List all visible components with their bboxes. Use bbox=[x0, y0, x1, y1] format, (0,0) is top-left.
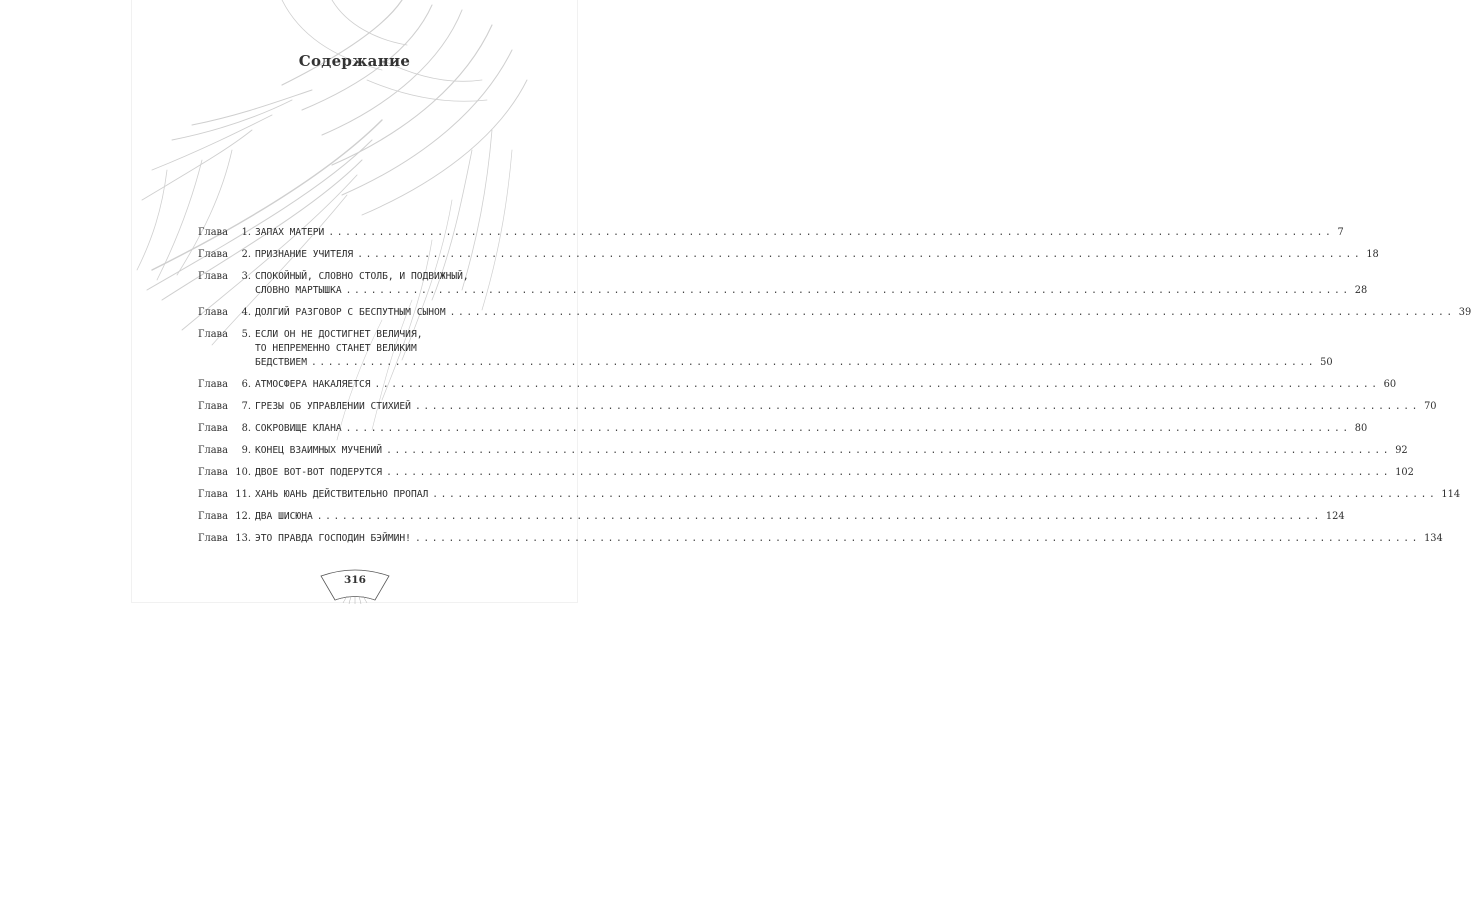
chapter-title-lastline bbox=[255, 422, 1368, 436]
toc-entry[interactable] bbox=[198, 422, 1368, 436]
chapter-number: 13. bbox=[235, 533, 251, 544]
page-number-ornament bbox=[317, 566, 393, 606]
chapter-number: 3. bbox=[241, 271, 251, 282]
chapter-title-line: БЕДСТВИЕМ bbox=[255, 357, 307, 368]
chapter-title-lastline bbox=[255, 226, 1344, 240]
chapter-label: Глава bbox=[198, 307, 228, 318]
leader-dots: ........................................................................................................................ bbox=[328, 227, 1334, 238]
chapter-title-line: ДОЛГИЙ РАЗГОВОР С БЕСПУТНЫМ СЫНОМ bbox=[255, 307, 446, 318]
leader-dots: ........................................................................................................................ bbox=[316, 511, 1322, 522]
chapter-title-lastline bbox=[255, 400, 1437, 414]
chapter-title-lastline bbox=[255, 532, 1443, 546]
chapter-page-number: 124 bbox=[1325, 511, 1345, 522]
chapter-label: Глава bbox=[198, 379, 228, 390]
chapter-page-number: 114 bbox=[1441, 489, 1461, 500]
chapter-title bbox=[255, 422, 1368, 436]
chapter-label: Глава bbox=[198, 249, 228, 260]
chapter-title-line: ХАНЬ ЮАНЬ ДЕЙСТВИТЕЛЬНО ПРОПАЛ bbox=[255, 489, 429, 500]
chapter-title bbox=[255, 248, 1379, 262]
toc-entry[interactable] bbox=[198, 488, 1461, 502]
leader-dots: ........................................................................................................................ bbox=[310, 357, 1317, 368]
chapter-title-line: ЭТО ПРАВДА ГОСПОДИН БЭЙМИН! bbox=[255, 533, 411, 544]
chapter-label: Глава bbox=[198, 511, 228, 522]
chapter-page-number: 39 bbox=[1458, 307, 1471, 318]
leader-dots: ........................................................................................................................ bbox=[386, 445, 1392, 456]
chapter-page-number: 92 bbox=[1395, 445, 1408, 456]
chapter-page-number: 7 bbox=[1337, 227, 1344, 238]
chapter-title bbox=[255, 270, 1368, 298]
chapter-page-number: 60 bbox=[1383, 379, 1397, 390]
chapter-number: 10. bbox=[235, 467, 251, 478]
leader-dots: ........................................................................................................................ bbox=[449, 307, 1455, 318]
chapter-label: Глава bbox=[198, 423, 228, 434]
chapter-label: Глава bbox=[198, 445, 228, 456]
chapter-title bbox=[255, 328, 1333, 370]
chapter-number: 5. bbox=[241, 329, 251, 340]
chapter-label: Глава bbox=[198, 271, 228, 282]
chapter-title-lastline bbox=[255, 378, 1397, 392]
chapter-title-line: СОКРОВИЩЕ КЛАНА bbox=[255, 423, 342, 434]
chapter-title-line: ЕСЛИ ОН НЕ ДОСТИГНЕТ ВЕЛИЧИЯ, bbox=[255, 329, 423, 340]
chapter-title-line: ТО НЕПРЕМЕННО СТАНЕТ ВЕЛИКИМ bbox=[255, 343, 417, 354]
chapter-title-line: ЗАПАХ МАТЕРИ bbox=[255, 227, 325, 238]
toc-entry[interactable] bbox=[198, 226, 1344, 240]
chapter-title-line: ГРЕЗЫ ОБ УПРАВЛЕНИИ СТИХИЕЙ bbox=[255, 401, 411, 412]
chapter-title bbox=[255, 532, 1443, 546]
chapter-title-lastline bbox=[255, 444, 1408, 458]
leader-dots: ........................................................................................................................ bbox=[432, 489, 1438, 500]
chapter-number: 7. bbox=[241, 401, 251, 412]
chapter-title-line: КОНЕЦ ВЗАИМНЫХ МУЧЕНИЙ bbox=[255, 445, 383, 456]
chapter-title-line: ДВОЕ ВОТ-ВОТ ПОДЕРУТСЯ bbox=[255, 467, 383, 478]
page-number: 316 bbox=[344, 574, 366, 586]
toc-entry[interactable] bbox=[198, 270, 1368, 298]
chapter-page-number: 70 bbox=[1424, 401, 1437, 412]
chapter-title-line: СПОКОЙНЫЙ, СЛОВНО СТОЛБ, И ПОДВИЖНЫЙ, bbox=[255, 271, 469, 282]
leader-dots: ........................................................................................................................ bbox=[414, 401, 1421, 412]
chapter-label: Глава bbox=[198, 329, 228, 340]
chapter-page-number: 134 bbox=[1424, 533, 1443, 544]
chapter-title bbox=[255, 444, 1408, 458]
chapter-page-number: 50 bbox=[1320, 357, 1333, 368]
chapter-title bbox=[255, 226, 1344, 240]
toc-entry[interactable] bbox=[198, 306, 1471, 320]
chapter-title bbox=[255, 466, 1414, 480]
chapter-title bbox=[255, 306, 1471, 320]
chapter-title bbox=[255, 510, 1345, 524]
toc-entry[interactable] bbox=[198, 378, 1397, 392]
chapter-label: Глава bbox=[198, 489, 228, 500]
leader-dots: ........................................................................................................................ bbox=[414, 533, 1421, 544]
chapter-title-lastline bbox=[255, 510, 1345, 524]
chapter-number: 2. bbox=[241, 249, 251, 260]
chapter-title-line: ПРИЗНАНИЕ УЧИТЕЛЯ bbox=[255, 249, 354, 260]
chapter-page-number: 28 bbox=[1354, 285, 1368, 296]
leader-dots: ........................................................................................................................ bbox=[345, 285, 1351, 296]
chapter-label: Глава bbox=[198, 401, 228, 412]
toc-entry[interactable] bbox=[198, 400, 1437, 414]
toc-entry[interactable] bbox=[198, 328, 1333, 370]
toc-entry[interactable] bbox=[198, 444, 1408, 458]
chapter-number: 8. bbox=[241, 423, 251, 434]
chapter-title-lastline bbox=[255, 306, 1471, 320]
chapter-number: 12. bbox=[235, 511, 251, 522]
chapter-title-line: АТМОСФЕРА НАКАЛЯЕТСЯ bbox=[255, 379, 371, 390]
leader-dots: ........................................................................................................................ bbox=[345, 423, 1351, 434]
leader-dots: ........................................................................................................................ bbox=[357, 249, 1363, 260]
toc-title: Содержание bbox=[298, 52, 411, 70]
toc-entry[interactable] bbox=[198, 510, 1345, 524]
chapter-page-number: 80 bbox=[1354, 423, 1368, 434]
chapter-title-lastline bbox=[255, 356, 1333, 370]
book-page bbox=[132, 0, 1471, 602]
chapter-title bbox=[255, 400, 1437, 414]
toc-entry[interactable] bbox=[198, 532, 1443, 546]
toc-entry[interactable] bbox=[198, 248, 1379, 262]
chapter-title-lastline bbox=[255, 248, 1379, 262]
chapter-title-lastline bbox=[255, 488, 1461, 502]
leader-dots: ........................................................................................................................ bbox=[374, 379, 1380, 390]
leader-dots: ........................................................................................................................ bbox=[386, 467, 1392, 478]
chapter-title bbox=[255, 378, 1397, 392]
chapter-number: 11. bbox=[235, 489, 251, 500]
chapter-number: 4. bbox=[241, 307, 251, 318]
chapter-number: 9. bbox=[241, 445, 251, 456]
chapter-label: Глава bbox=[198, 467, 228, 478]
chapter-title-lastline bbox=[255, 466, 1414, 480]
chapter-number: 6. bbox=[241, 379, 251, 390]
fan-icon bbox=[317, 566, 393, 606]
chapter-number: 1. bbox=[241, 227, 251, 238]
chapter-label: Глава bbox=[198, 533, 228, 544]
chapter-title-lastline bbox=[255, 284, 1368, 298]
toc-list bbox=[198, 226, 1471, 554]
chapter-title-line: СЛОВНО МАРТЫШКА bbox=[255, 285, 342, 296]
chapter-page-number: 18 bbox=[1366, 249, 1379, 260]
chapter-title-line: ДВА ШИСЮНА bbox=[255, 511, 313, 522]
chapter-label: Глава bbox=[198, 227, 228, 238]
chapter-title bbox=[255, 488, 1461, 502]
chapter-page-number: 102 bbox=[1395, 467, 1414, 478]
toc-entry[interactable] bbox=[198, 466, 1414, 480]
